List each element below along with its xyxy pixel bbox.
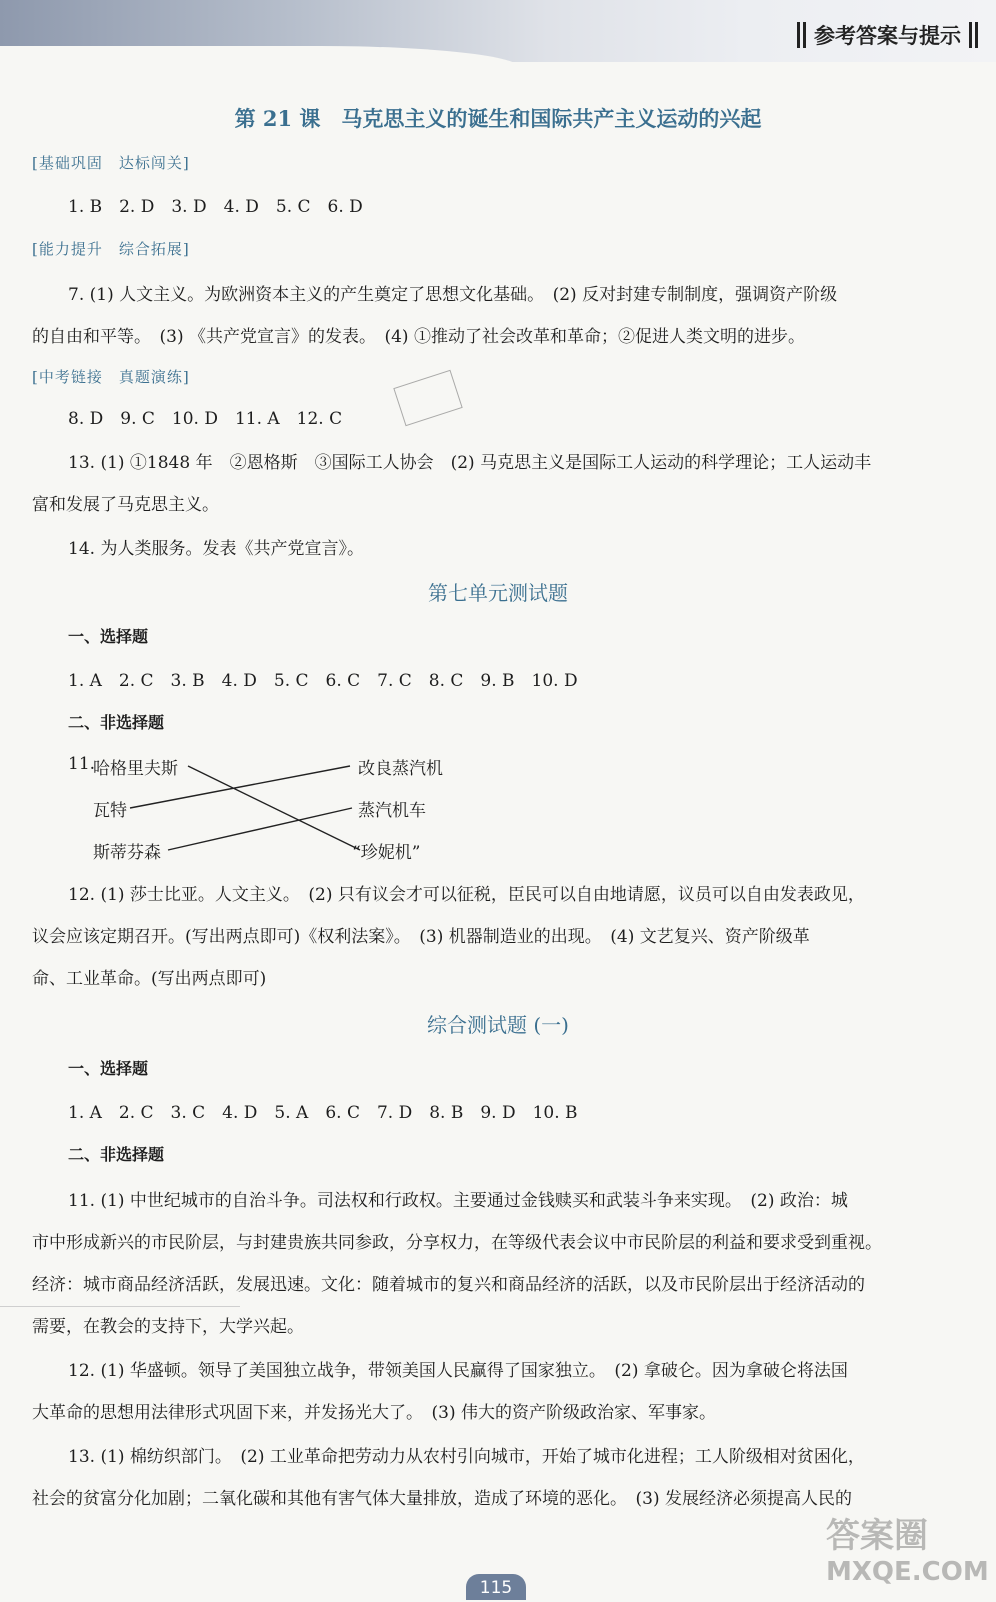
watermark-logo: [826, 1508, 989, 1588]
unit7-nonchoice-heading: 二、非选择题: [68, 713, 165, 732]
comp-q13-line2: 社会的贫富分化加剧；二氧化碳和其他有害气体大量排放，造成了环境的恶化。 (3) 发展经济必须提高人民的: [32, 1489, 852, 1509]
tag-ability: [能力提升 综合拓展]: [32, 240, 190, 258]
unit7-choice-heading: 一、选择题: [68, 627, 149, 646]
q7-line2: 的自由和平等。 (3) 《共产党宣言》的发表。 (4) ①推动了社会改革和革命；②促进人类文明的进步。: [32, 327, 805, 347]
tag-basic: [基础巩固 达标闯关]: [32, 154, 190, 172]
lesson-title: 第 21 课 马克思主义的诞生和国际共产主义运动的兴起: [234, 106, 762, 131]
match-left-3: 斯蒂芬森: [93, 843, 161, 863]
page-number: 115: [466, 1574, 526, 1600]
tag-exam: [中考链接 真题演练]: [32, 368, 190, 386]
comp-q13-line1: 13. (1) 棉纺织部门。 (2) 工业革命把劳动力从农村引向城市，开始了城市化进程；工人阶级相对贫困化，: [68, 1447, 865, 1467]
header-bars-right: [969, 22, 978, 48]
q13-line1: 13. (1) ①1848 年 ②恩格斯 ③国际工人协会 (2) 马克思主义是国际工人运动的科学理论；工人运动丰: [68, 453, 872, 473]
unit7-q12-line1: 12. (1) 莎士比亚。人文主义。 (2) 只有议会才可以征税，臣民可以自由地请愿，议员可以自由发表政见，: [68, 885, 865, 905]
comp-choice-heading: 一、选择题: [68, 1059, 149, 1078]
divider: [0, 1306, 240, 1307]
match-right-1: 改良蒸汽机: [358, 759, 443, 779]
match-right-3: “珍妮机”: [352, 843, 421, 863]
unit7-q12-line2: 议会应该定期召开。(写出两点即可)《权利法案》。 (3) 机器制造业的出现。 (4) 文艺复兴、资产阶级革: [32, 927, 810, 947]
comp-q11-line4: 需要，在教会的支持下，大学兴起。: [32, 1317, 304, 1337]
match-left-2: 瓦特: [93, 801, 127, 821]
match-left-1: 哈格里夫斯: [93, 759, 178, 779]
match-right-2: 蒸汽机车: [358, 801, 426, 821]
q7-line1: 7. (1) 人文主义。为欧洲资本主义的产生奠定了思想文化基础。 (2) 反对封建专制制度，强调资产阶级: [68, 285, 838, 305]
unit7-q12-line3: 命、工业革命。(写出两点即可): [32, 969, 267, 989]
watermark-line2: MXQE.COM: [826, 1557, 989, 1587]
stamp-icon: [393, 370, 462, 427]
comp-q11-line1: 11. (1) 中世纪城市的自治斗争。司法权和行政权。主要通过金钱赎买和武装斗争来实现。 (2) 政治：城: [68, 1191, 848, 1211]
unit7-choice-answers: 1. A 2. C 3. B 4. D 5. C 6. C 7. C 8. C 9. B 10. D: [68, 671, 578, 691]
q13-line2: 富和发展了马克思主义。: [32, 495, 219, 515]
q11-label: 11.: [68, 754, 96, 774]
comprehensive-title: 综合测试题 (一): [427, 1013, 569, 1037]
header-bars-left: [797, 22, 806, 48]
basic-answers: 1. B 2. D 3. D 4. D 5. C 6. D: [68, 197, 363, 217]
header-title: 参考答案与提示: [814, 24, 961, 48]
comp-q12-line1: 12. (1) 华盛顿。领导了美国独立战争，带领美国人民赢得了国家独立。 (2) 拿破仑。因为拿破仑将法国: [68, 1361, 848, 1381]
matching-diagram: [60, 754, 520, 872]
comp-choice-answers: 1. A 2. C 3. C 4. D 5. A 6. C 7. D 8. B 9. D 10. B: [68, 1103, 578, 1123]
comp-q12-line2: 大革命的思想用法律形式巩固下来，并发扬光大了。 (3) 伟大的资产阶级政治家、军事家。: [32, 1403, 716, 1423]
watermark-line1: 答案圈: [826, 1516, 928, 1556]
comp-q11-line2: 市中形成新兴的市民阶层，与封建贵族共同参政，分享权力，在等级代表会议中市民阶层的利益和要求受到重视。: [32, 1233, 882, 1253]
comp-q11-line3: 经济：城市商品经济活跃，发展迅速。文化：随着城市的复兴和商品经济的活跃，以及市民阶层出于经济活动的: [32, 1275, 865, 1295]
comp-nonchoice-heading: 二、非选择题: [68, 1145, 165, 1164]
exam-answers: 8. D 9. C 10. D 11. A 12. C: [68, 409, 343, 429]
q14: 14. 为人类服务。发表《共产党宣言》。: [68, 539, 364, 559]
unit7-title: 第七单元测试题: [428, 581, 568, 605]
header-section-tag: [797, 18, 978, 52]
